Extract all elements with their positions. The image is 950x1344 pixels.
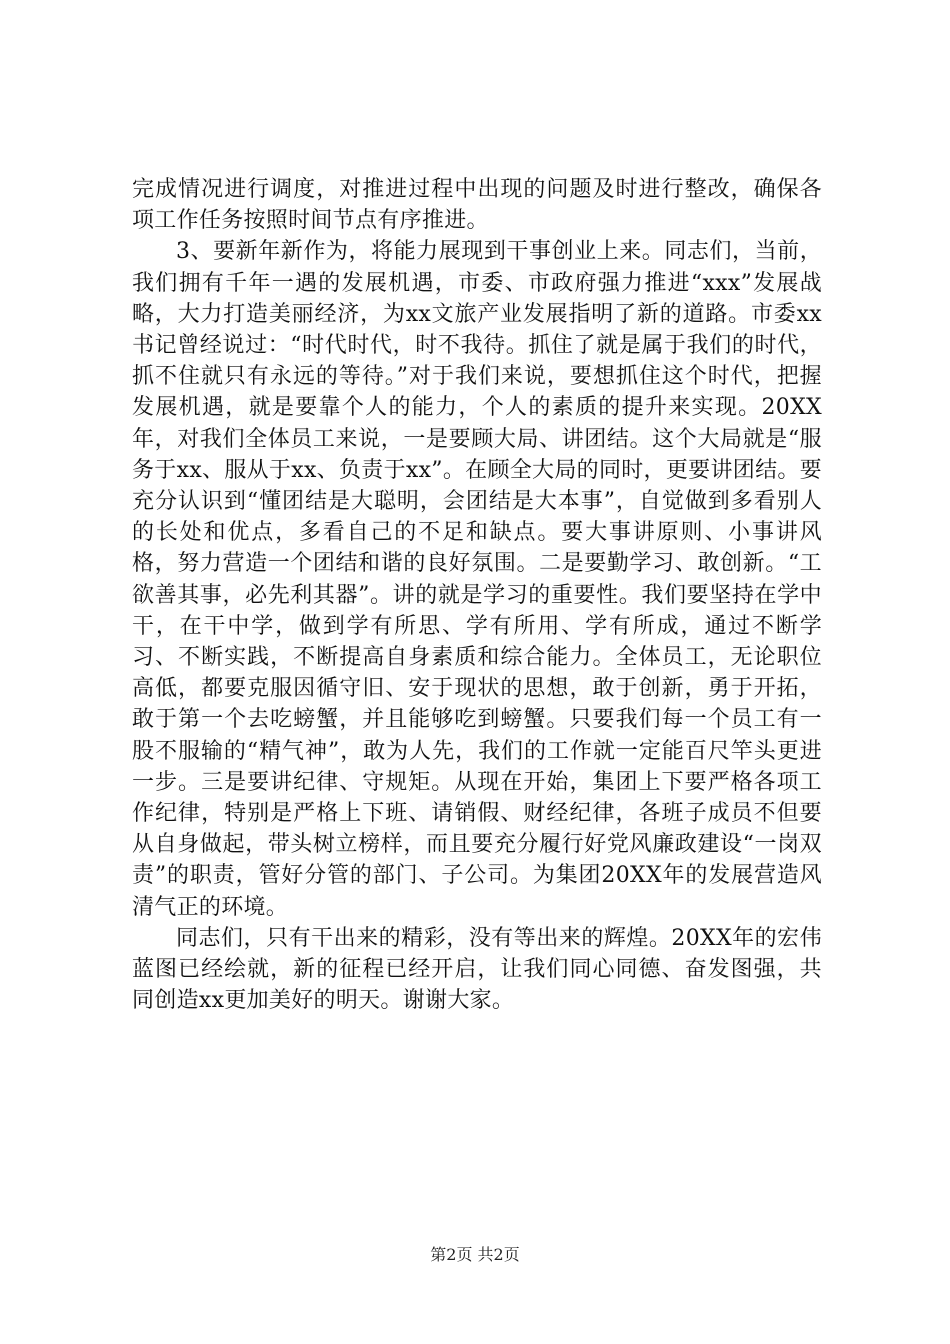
page-footer: 第2页 共2页 bbox=[430, 1245, 520, 1264]
paragraph-section-3: 3、要新年新作为，将能力展现到干事创业上来。同志们，当前，我们拥有千年一遇的发展机遇，市委、市政府强力推进“xxx”发展战略，大力打造美丽经济，为xx文旅产业发展指明了新的道路。市委xx书记曾经说过：“时代时代，时不我待。抓住了就是属于我们的时代，抓不住就只有永远的等待。”对于我们来说，要想抓住这个时代，把握发展机遇，就是要靠个人的能力，个人的素质的提升来实现。20XX年，对我们全体员工来说，一是要顾大局、讲团结。这个大局就是“服务于xx、服从于xx、负责于xx”。在顾全大局的同时，更要讲团结。要充分认识到“懂团结是大聪明，会团结是大本事”，自觉做到多看别人的长处和优点，多看自己的不足和缺点。要大事讲原则、小事讲风格，努力营造一个团结和谐的良好氛围。二是要勤学习、敢创新。“工欲善其事，必先利其器”。讲的就是学习的重要性。我们要坚持在学中干，在干中学，做到学有所思、学有所用、学有所成，通过不断学习、不断实践，不断提高自身素质和综合能力。全体员工，无论职位高低，都要克服因循守旧、安于现状的思想，敢于创新，勇于开拓，敢于第一个去吃螃蟹，并且能够吃到螃蟹。只要我们每一个员工有一股不服输的“精气神”，敢为人先，我们的工作就一定能百尺竿头更进一步。三是要讲纪律、守规矩。从现在开始，集团上下要严格各项工作纪律，特别是严格上下班、请销假、财经纪律，各班子成员不但要从自身做起，带头树立榜样，而且要充分履行好党风廉政建设“一岗双责”的职责，管好分管的部门、子公司。为集团20XX年的发展营造风清气正的环境。 bbox=[132, 239, 822, 920]
paragraph-continuation: 完成情况进行调度，对推进过程中出现的问题及时进行整改，确保各项工作任务按照时间节点有序推进。 bbox=[132, 177, 822, 234]
paragraph-closing: 同志们，只有干出来的精彩，没有等出来的辉煌。20XX年的宏伟蓝图已经绘就，新的征程已经开启，让我们同心同德、奋发图强，共同创造xx更加美好的明天。谢谢大家。 bbox=[132, 925, 822, 1014]
document-body bbox=[132, 174, 822, 1016]
